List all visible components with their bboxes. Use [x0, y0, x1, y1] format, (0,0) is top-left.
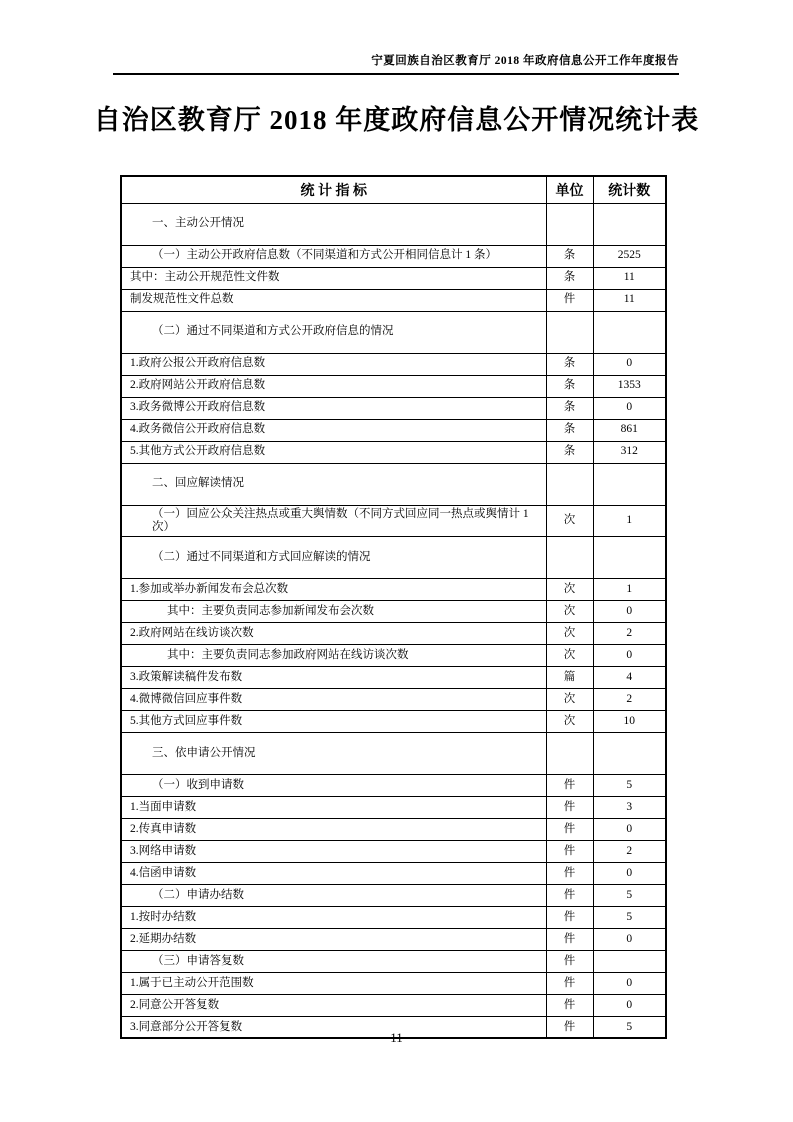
indicator-cell: 5.其他方式公开政府信息数: [121, 441, 546, 463]
indicator-cell: （一）收到申请数: [121, 774, 546, 796]
value-cell: 1: [593, 578, 666, 600]
value-cell: 11: [593, 289, 666, 311]
unit-cell: 次: [546, 710, 593, 732]
table-row: [121, 644, 666, 666]
table-row: [121, 862, 666, 884]
unit-cell: 件: [546, 950, 593, 972]
value-cell: 5: [593, 884, 666, 906]
indicator-cell: （二）通过不同渠道和方式回应解读的情况: [121, 536, 546, 578]
value-cell: 11: [593, 267, 666, 289]
value-cell: 5: [593, 906, 666, 928]
indicator-cell: 5.其他方式回应事件数: [121, 710, 546, 732]
value-cell: 3: [593, 796, 666, 818]
value-cell: 4: [593, 666, 666, 688]
table-body: [121, 203, 666, 1038]
value-cell: 0: [593, 928, 666, 950]
unit-cell: 件: [546, 818, 593, 840]
value-cell: 2: [593, 840, 666, 862]
unit-cell: 件: [546, 774, 593, 796]
value-cell: 0: [593, 644, 666, 666]
unit-cell: 件: [546, 906, 593, 928]
statistics-table: [120, 175, 667, 1039]
value-cell: [593, 732, 666, 774]
table-row: [121, 666, 666, 688]
indicator-cell: 3.网络申请数: [121, 840, 546, 862]
table-row: [121, 203, 666, 245]
page-title: 自治区教育厅 2018 年度政府信息公开情况统计表: [93, 105, 700, 135]
unit-cell: 条: [546, 397, 593, 419]
value-cell: 312: [593, 441, 666, 463]
unit-cell: 件: [546, 884, 593, 906]
table-row: [121, 600, 666, 622]
table-row: [121, 245, 666, 267]
indicator-cell: 2.政府网站在线访谈次数: [121, 622, 546, 644]
indicator-cell: 3.政务微博公开政府信息数: [121, 397, 546, 419]
indicator-cell: （一）主动公开政府信息数（不同渠道和方式公开相同信息计 1 条）: [121, 245, 546, 267]
table-row: [121, 578, 666, 600]
indicator-cell: 二、回应解读情况: [121, 463, 546, 505]
value-cell: 5: [593, 1016, 666, 1038]
indicator-cell: 2.延期办结数: [121, 928, 546, 950]
table-row: [121, 884, 666, 906]
indicator-cell: （二）通过不同渠道和方式公开政府信息的情况: [121, 311, 546, 353]
indicator-cell: 2.同意公开答复数: [121, 994, 546, 1016]
table-row: [121, 441, 666, 463]
table-row: [121, 375, 666, 397]
value-cell: 2: [593, 622, 666, 644]
unit-cell: 件: [546, 928, 593, 950]
value-cell: [593, 463, 666, 505]
value-cell: 1: [593, 505, 666, 536]
indicator-cell: 1.按时办结数: [121, 906, 546, 928]
unit-cell: 件: [546, 840, 593, 862]
value-cell: [593, 536, 666, 578]
value-cell: [593, 950, 666, 972]
table-row: [121, 972, 666, 994]
unit-cell: 次: [546, 578, 593, 600]
unit-cell: 次: [546, 600, 593, 622]
value-cell: 1353: [593, 375, 666, 397]
unit-cell: 件: [546, 994, 593, 1016]
indicator-cell: 4.政务微信公开政府信息数: [121, 419, 546, 441]
unit-cell: [546, 203, 593, 245]
unit-cell: [546, 732, 593, 774]
unit-cell: 条: [546, 353, 593, 375]
indicator-cell: （一）回应公众关注热点或重大舆情数（不同方式回应同一热点或舆情计 1 次）: [121, 505, 546, 536]
indicator-cell: 1.政府公报公开政府信息数: [121, 353, 546, 375]
table-row: [121, 796, 666, 818]
table-row: [121, 311, 666, 353]
indicator-cell: 其中：主要负责同志参加新闻发布会次数: [121, 600, 546, 622]
table-row: [121, 622, 666, 644]
table-row: [121, 267, 666, 289]
value-cell: 5: [593, 774, 666, 796]
table-row: [121, 505, 666, 536]
table-row: [121, 710, 666, 732]
unit-cell: 件: [546, 862, 593, 884]
indicator-cell: 一、主动公开情况: [121, 203, 546, 245]
unit-cell: 件: [546, 1016, 593, 1038]
unit-cell: [546, 311, 593, 353]
unit-cell: [546, 463, 593, 505]
unit-cell: [546, 536, 593, 578]
table-header-row: [121, 176, 666, 203]
indicator-cell: 其中：主动公开规范性文件数: [121, 267, 546, 289]
indicator-cell: 4.信函申请数: [121, 862, 546, 884]
table-row: [121, 928, 666, 950]
indicator-cell: 制发规范性文件总数: [121, 289, 546, 311]
value-cell: 2525: [593, 245, 666, 267]
unit-cell: 条: [546, 267, 593, 289]
table-row: [121, 732, 666, 774]
table-row: [121, 353, 666, 375]
table-row: [121, 774, 666, 796]
value-cell: 0: [593, 818, 666, 840]
unit-cell: 条: [546, 375, 593, 397]
value-cell: 2: [593, 688, 666, 710]
column-header-indicator: 统 计 指 标: [121, 176, 546, 203]
indicator-cell: 2.传真申请数: [121, 818, 546, 840]
column-header-count: 统计数: [593, 176, 666, 203]
value-cell: [593, 203, 666, 245]
table-row: [121, 840, 666, 862]
running-header: 宁夏回族自治区教育厅 2018 年政府信息公开工作年度报告: [113, 52, 679, 75]
table-row: [121, 818, 666, 840]
indicator-cell: 3.同意部分公开答复数: [121, 1016, 546, 1038]
unit-cell: 次: [546, 622, 593, 644]
value-cell: [593, 311, 666, 353]
indicator-cell: 1.当面申请数: [121, 796, 546, 818]
indicator-cell: 三、依申请公开情况: [121, 732, 546, 774]
indicator-cell: 3.政策解读稿件发布数: [121, 666, 546, 688]
table-row: [121, 397, 666, 419]
indicator-cell: 4.微博微信回应事件数: [121, 688, 546, 710]
value-cell: 10: [593, 710, 666, 732]
unit-cell: 篇: [546, 666, 593, 688]
indicator-cell: 1.属于已主动公开范围数: [121, 972, 546, 994]
table-row: [121, 289, 666, 311]
indicator-cell: 其中：主要负责同志参加政府网站在线访谈次数: [121, 644, 546, 666]
table-row: [121, 950, 666, 972]
indicator-cell: （三）申请答复数: [121, 950, 546, 972]
value-cell: 0: [593, 353, 666, 375]
unit-cell: 条: [546, 419, 593, 441]
value-cell: 0: [593, 862, 666, 884]
value-cell: 0: [593, 994, 666, 1016]
unit-cell: 次: [546, 505, 593, 536]
indicator-cell: 2.政府网站公开政府信息数: [121, 375, 546, 397]
unit-cell: 次: [546, 644, 593, 666]
unit-cell: 件: [546, 289, 593, 311]
unit-cell: 条: [546, 245, 593, 267]
table-row: [121, 419, 666, 441]
table-row: [121, 906, 666, 928]
indicator-cell: （二）申请办结数: [121, 884, 546, 906]
table-row: [121, 536, 666, 578]
unit-cell: 件: [546, 796, 593, 818]
table-row: [121, 688, 666, 710]
table-row: [121, 463, 666, 505]
unit-cell: 条: [546, 441, 593, 463]
column-header-unit: 单位: [546, 176, 593, 203]
indicator-cell: 1.参加或举办新闻发布会总次数: [121, 578, 546, 600]
value-cell: 861: [593, 419, 666, 441]
unit-cell: 件: [546, 972, 593, 994]
value-cell: 0: [593, 397, 666, 419]
value-cell: 0: [593, 972, 666, 994]
table-row: [121, 994, 666, 1016]
unit-cell: 次: [546, 688, 593, 710]
page-number: 11: [390, 1030, 403, 1045]
value-cell: 0: [593, 600, 666, 622]
